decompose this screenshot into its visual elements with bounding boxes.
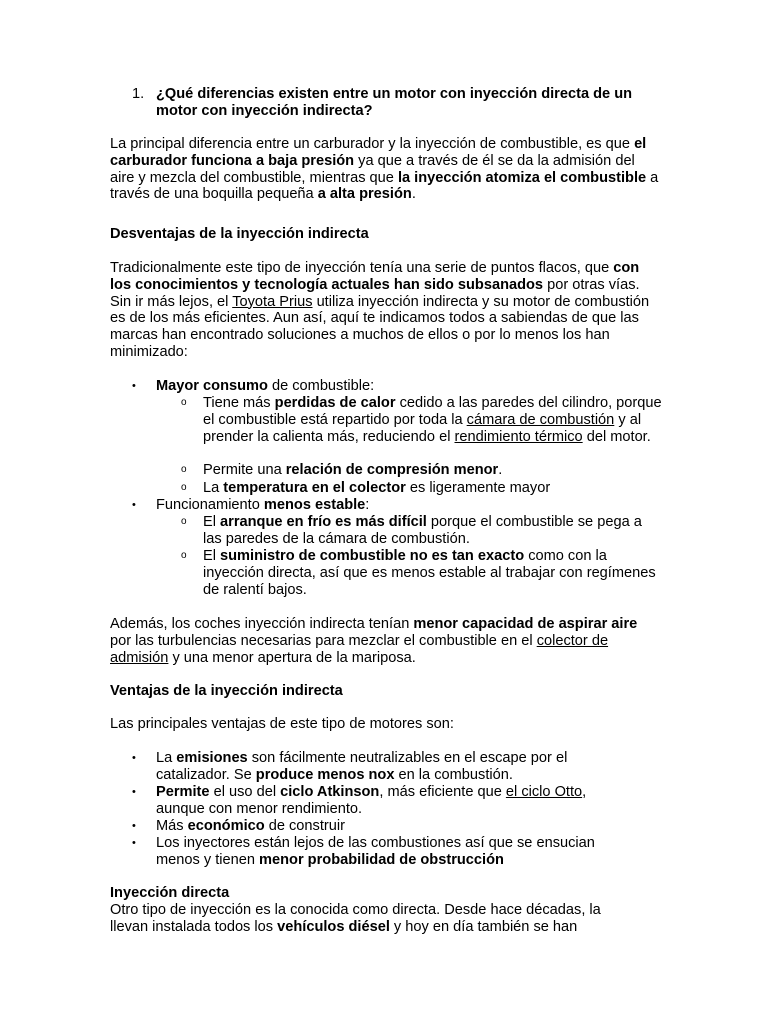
bold-text: suministro de combustible no es tan exacto: [220, 548, 525, 564]
bold-text: menos estable: [263, 497, 366, 513]
question-number: 1.: [132, 86, 145, 102]
text-run: y al prender la calienta más, reduciendo el: [203, 411, 642, 445]
sub-list-item: [203, 548, 663, 598]
bold-text: Permite: [156, 784, 210, 800]
text-run: utiliza inyección indirecta y su motor de combustión es de los más eficientes. Aun así, aquí te indicamos todos a sabiendas de que las marcas han encontrado soluciones a muchos de ellos o por lo menos los han minimizado:: [110, 293, 650, 360]
direct-injection-heading: Inyección directa: [110, 885, 230, 901]
underlined-link-text: el ciclo Otto: [505, 784, 583, 800]
text-run: porque el combustible se pega a las paredes de la cámara de combustión.: [203, 514, 642, 547]
bold-text: a alta presión: [317, 186, 412, 203]
disadvantages-paragraph: [110, 260, 662, 361]
list-item: [156, 835, 626, 869]
sub-list-item: [203, 514, 663, 548]
text-run: :: [365, 497, 370, 513]
bold-text: produce menos nox: [255, 766, 395, 783]
text-run: La principal diferencia entre un carburador y la inyección de combustible, es que: [110, 136, 635, 152]
text-run: en la combustión.: [394, 766, 513, 783]
text-run: Tradicionalmente este tipo de inyección tenía una serie de puntos flacos, que: [110, 260, 614, 276]
text-run: el uso del: [209, 784, 281, 800]
text-run: Funcionamiento: [156, 497, 264, 513]
text-run: y hoy en día también se han: [389, 918, 578, 935]
underlined-link-text: Toyota Prius: [232, 293, 313, 310]
text-run: cedido a las paredes del cilindro, porque el combustible está repartido por toda la: [203, 395, 662, 428]
intro-paragraph: [110, 136, 660, 203]
sub-list-item: [203, 480, 663, 497]
sub-list-item: [203, 395, 663, 445]
list-item: [156, 378, 656, 395]
text-run: La: [156, 750, 177, 766]
text-run: son fácilmente neutralizables en el escape por el catalizador. Se: [156, 750, 568, 783]
advantages-intro: Las principales ventajas de este tipo de motores son:: [110, 716, 454, 732]
text-run: ya que a través de él se da la admisión del aire y mezcla del combustible, mientras que: [110, 152, 635, 186]
text-run: por otras vías. Sin ir más lejos, el: [110, 276, 640, 310]
underlined-link-text: cámara de combustión: [466, 411, 615, 428]
text-run: .: [411, 186, 416, 203]
bold-text: arranque en frío es más difícil: [220, 514, 427, 530]
question-title: ¿Qué diferencias existen entre un motor con inyección directa de un motor con inyección indirecta?: [156, 86, 633, 119]
text-run: y una menor apertura de la mariposa.: [168, 649, 416, 666]
text-run: Los inyectores están lejos de las combustiones así que se ensucian menos y tienen: [156, 835, 595, 868]
direct-injection-paragraph: [110, 902, 642, 936]
text-run: La: [203, 480, 224, 496]
bold-text: económico: [187, 818, 265, 834]
bold-text: relación de compresión menor: [285, 462, 499, 478]
text-run: .: [498, 462, 503, 478]
text-run: del motor.: [582, 428, 651, 445]
list-item: [156, 750, 626, 784]
bold-text: menor probabilidad de obstrucción: [259, 851, 504, 868]
list-item: [156, 818, 656, 835]
bold-text: Mayor consumo: [156, 378, 268, 394]
bold-text: ciclo Atkinson: [280, 784, 380, 800]
text-run: por las turbulencias necesarias para mezclar el combustible en el: [110, 632, 537, 649]
text-run: a través de una boquilla pequeña: [110, 169, 659, 203]
bold-text: temperatura en el colector: [223, 480, 406, 496]
bold-text: menor capacidad de aspirar aire: [413, 616, 638, 632]
underlined-link-text: rendimiento térmico: [454, 428, 583, 445]
bold-text: el carburador funciona a baja presión: [110, 136, 647, 169]
bold-text: la inyección atomiza el combustible: [397, 169, 647, 186]
text-run: Tiene más: [203, 395, 275, 411]
text-run: Permite una: [203, 462, 286, 478]
text-run: como con la inyección directa, así que es menos estable al trabajar con regímenes de ralentí bajos.: [203, 548, 656, 598]
underlined-link-text: colector de admisión: [110, 632, 609, 666]
ademas-paragraph: [110, 616, 656, 666]
disadvantages-heading: Desventajas de la inyección indirecta: [110, 226, 369, 242]
text-run: de combustible:: [267, 378, 375, 394]
advantages-heading: Ventajas de la inyección indirecta: [110, 683, 343, 699]
text-run: , más eficiente que: [379, 784, 506, 800]
text-run: de construir: [264, 818, 345, 834]
text-run: El: [203, 514, 221, 530]
text-run: Más: [156, 818, 188, 834]
list-item: [156, 784, 626, 818]
text-run: es ligeramente mayor: [405, 480, 551, 496]
bold-text: perdidas de calor: [274, 395, 396, 411]
list-item: [156, 497, 656, 514]
text-run: Otro tipo de inyección es la conocida como directa. Desde hace décadas, la llevan instalada todos los: [110, 902, 601, 935]
text-run: , aunque con menor rendimiento.: [156, 784, 587, 817]
bold-text: emisiones: [176, 750, 248, 766]
bold-text: con los conocimientos y tecnología actuales han sido subsanados: [110, 260, 640, 293]
sub-list-item: [203, 462, 663, 479]
bold-text: vehículos diésel: [277, 918, 390, 935]
text-run: El: [203, 548, 221, 564]
text-run: Además, los coches inyección indirecta tenían: [110, 616, 414, 632]
